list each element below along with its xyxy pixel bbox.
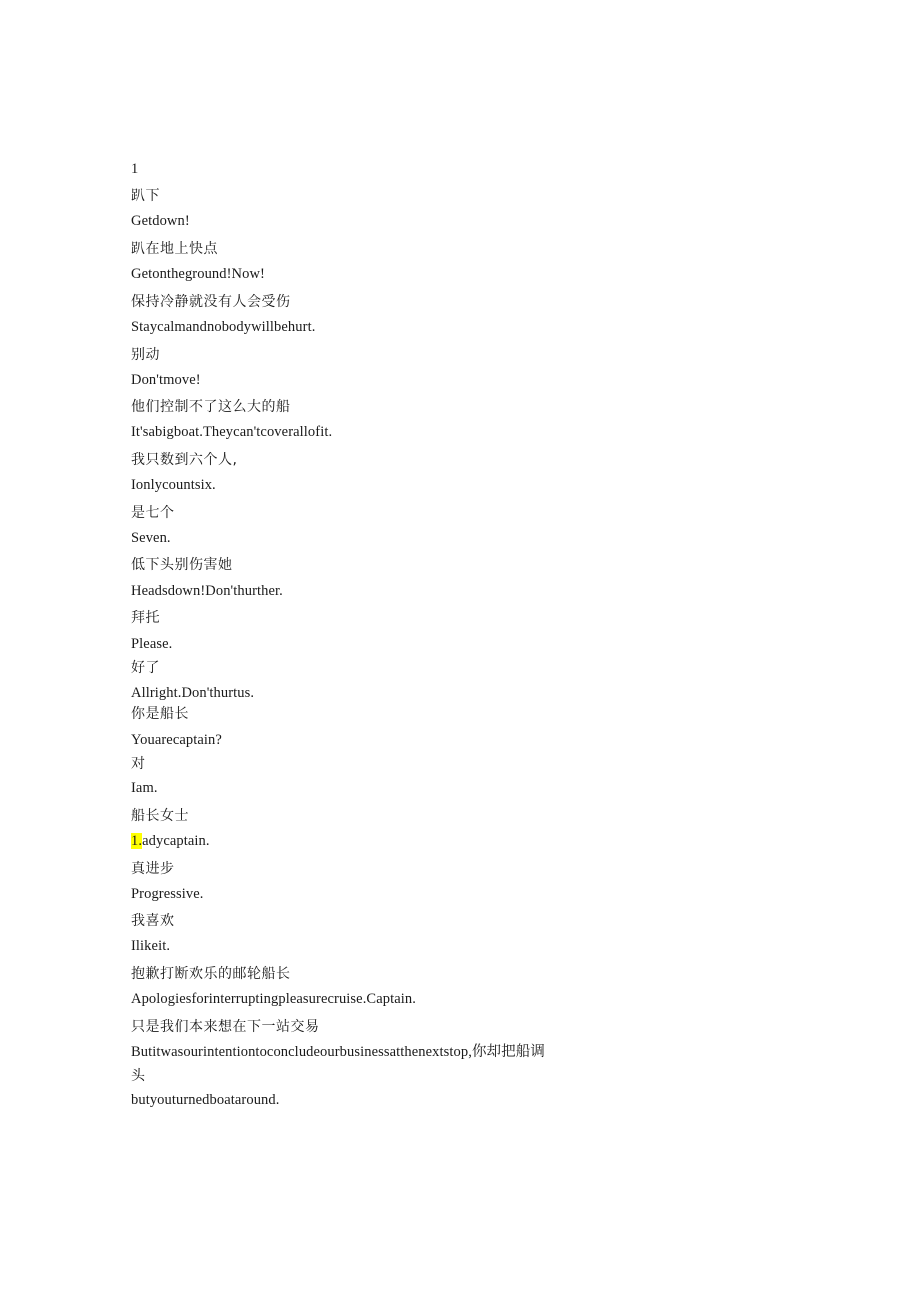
- page-number: 1: [131, 161, 139, 177]
- subtitle-en-6: Ionlycountsix.: [131, 477, 216, 493]
- subtitle-en-4: Don'tmove!: [131, 372, 201, 388]
- subtitle-en-12: Iam.: [131, 780, 158, 796]
- subtitle-en-3: Staycalmandnobodywillbehurt.: [131, 319, 316, 335]
- subtitle-cn-16: 抱歉打断欢乐的邮轮船长: [131, 966, 291, 982]
- subtitle-cn-6: 我只数到六个人,: [131, 452, 238, 468]
- subtitle-en-7: Seven.: [131, 530, 171, 546]
- subtitle-cn-12: 对: [131, 756, 146, 772]
- subtitle-cn-2: 趴在地上快点: [131, 241, 218, 257]
- subtitle-cn-10: 好了: [131, 660, 160, 676]
- subtitle-cn-8: 低下头别伤害她: [131, 557, 233, 573]
- subtitle-en-13-rest: adycaptain.: [142, 833, 210, 849]
- subtitle-cn-15: 我喜欢: [131, 913, 175, 929]
- subtitle-en-18: butyouturnedboataround.: [131, 1092, 280, 1108]
- subtitle-en-8: Headsdown!Don'thurther.: [131, 583, 283, 599]
- subtitle-cn-3: 保持冷静就没有人会受伤: [131, 294, 291, 310]
- subtitle-en-13: [131, 832, 210, 850]
- subtitle-en-17: Butitwasourintentiontoconcludeourbusinessatthenextstop,你却把船调: [131, 1044, 545, 1060]
- subtitle-en-11: Youarecaptain?: [131, 732, 222, 748]
- subtitle-cn-13: 船长女士: [131, 808, 189, 824]
- subtitle-en-2: Getontheground!Now!: [131, 266, 265, 282]
- subtitle-cn-11: 你是船长: [131, 706, 189, 722]
- subtitle-cn-5: 他们控制不了这么大的船: [131, 399, 291, 415]
- subtitle-en-5: It'sabigboat.Theycan'tcoverallofit.: [131, 424, 333, 440]
- highlighted-text: 1.: [131, 833, 143, 849]
- subtitle-cn-18: 头: [131, 1068, 146, 1084]
- subtitle-cn-1: 趴下: [131, 188, 160, 204]
- subtitle-cn-17: 只是我们本来想在下一站交易: [131, 1019, 320, 1035]
- subtitle-cn-14: 真进步: [131, 861, 175, 877]
- subtitle-cn-9: 拜托: [131, 610, 160, 626]
- subtitle-cn-7: 是七个: [131, 505, 175, 521]
- subtitle-en-15: Ilikeit.: [131, 938, 171, 954]
- subtitle-cn-4: 别动: [131, 347, 160, 363]
- subtitle-en-16: Apologiesforinterruptingpleasurecruise.Captain.: [131, 991, 416, 1007]
- subtitle-en-14: Progressive.: [131, 886, 204, 902]
- subtitle-en-1: Getdown!: [131, 213, 190, 229]
- subtitle-en-9: Please.: [131, 636, 173, 652]
- subtitle-en-10: Allright.Don'thurtus.: [131, 685, 255, 701]
